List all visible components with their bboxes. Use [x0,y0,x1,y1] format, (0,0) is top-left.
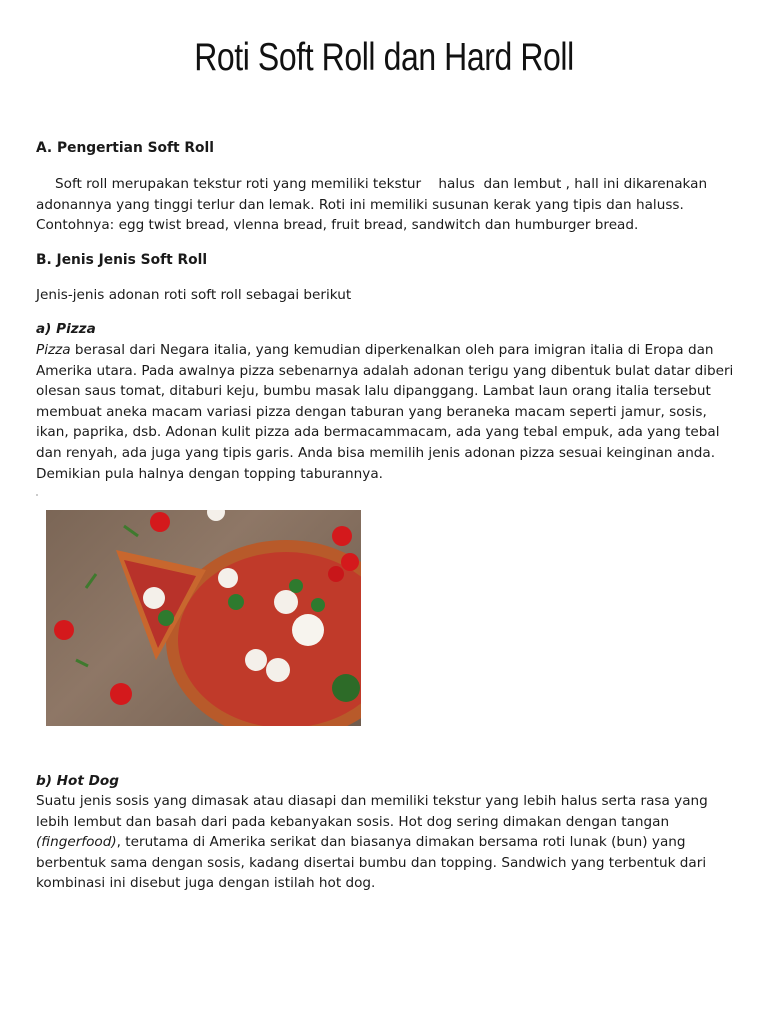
pizza-lead-word: Pizza [36,342,71,358]
pizza-subheading: a) Pizza [36,321,96,337]
hotdog-text-1: Suatu jenis sosis yang dimasak atau diasapi dan memiliki tekstur yang lebih halus serta rasa yang lebih lembut dan basah dari pada kebanyakan sosis. Hot dog sering dimakan dengan tangan [36,793,708,830]
pizza-text: berasal dari Negara italia, yang kemudian diperkenalkan oleh para imigran italia di Eropa dan Amerika utara. Pada awalnya pizza sebenarnya adalah adonan terigu yang dibentuk bulat datar diberi olesan saus tomat, ditaburi keju, bumbu masak lalu dipanggang. Lambat laun orang italia tersebut membuat aneka macam variasi pizza dengan taburan yang beraneka macam seperti jamur, sosis, ikan, paprika, dsb. Adonan kulit pizza ada bermacammacam, ada yang tebal empuk, ada yang tebal dan renyah, ada juga yang tipis garis. Anda bisa memilih jenis adonan pizza sesuai keinginan anda. Demikian pula halnya dengan topping taburannya. [36,342,734,482]
pizza-paragraph [36,340,736,484]
hotdog-paragraph [36,791,736,894]
hotdog-subheading: b) Hot Dog [36,773,119,789]
pizza-image-icon [46,510,361,726]
page-title: Roti Soft Roll dan Hard Roll [194,36,574,79]
section-a-text: Soft roll merupakan tekstur roti yang memiliki tekstur halus dan lembut , hall ini dikarenakan adonannya yang tinggi terlur dan lemak. Roti ini memiliki susunan kerak yang tipis dan haluss. Contohnya: egg twist bread, vlenna bread, fruit bread, sandwitch dan humburger bread. [36,176,712,234]
hotdog-italic-term: (fingerfood) [36,834,117,851]
section-a-heading: A. Pengertian Soft Roll [36,140,214,156]
hotdog-text-2: , terutama di Amerika serikat dan biasanya dimakan bersama roti lunak (bun) yang berbentuk sama dengan sosis, kadang disertai bumbu dan topping. Sandwich yang terbentuk dari kombinasi ini disebut juga dengan istilah hot dog. [36,834,707,892]
section-a-paragraph [36,174,736,236]
pizza-photo [46,510,361,726]
stray-dot [36,494,38,496]
section-b-intro: Jenis-jenis adonan roti soft roll sebagai berikut [36,287,352,303]
section-b-heading: B. Jenis Jenis Soft Roll [36,252,208,268]
